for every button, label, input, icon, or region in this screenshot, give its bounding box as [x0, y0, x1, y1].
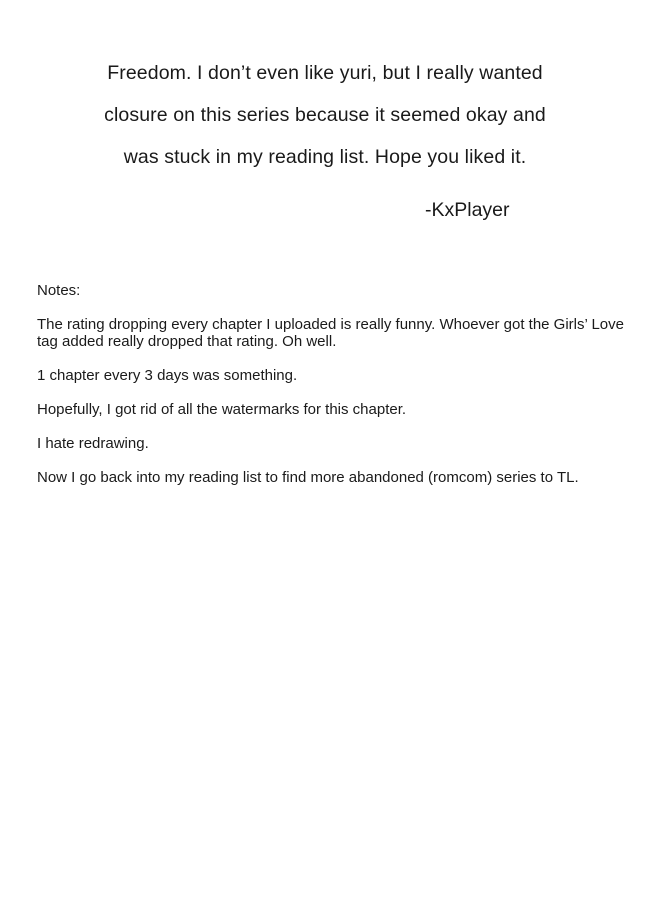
notes-paragraph: Now I go back into my reading list to find more abandoned (romcom) series to TL.: [37, 469, 579, 486]
signature: -KxPlayer: [425, 199, 510, 221]
notes-heading: Notes:: [37, 282, 81, 299]
notes-paragraph: I hate redrawing.: [37, 435, 149, 452]
message-line: was stuck in my reading list. Hope you liked it.: [123, 146, 527, 168]
message-line: Freedom. I don’t even like yuri, but I really wanted: [107, 62, 543, 84]
notes-paragraph: The rating dropping every chapter I uploaded is really funny. Whoever got the Girls’ Love tag added really dropped that rating. Oh well.: [37, 316, 624, 350]
notes-paragraph: Hopefully, I got rid of all the watermarks for this chapter.: [37, 401, 407, 418]
notes-paragraph: 1 chapter every 3 days was something.: [37, 367, 298, 384]
closing-message: [0, 52, 650, 178]
message-line: closure on this series because it seemed okay and: [104, 104, 546, 126]
notes-section: [37, 282, 627, 503]
